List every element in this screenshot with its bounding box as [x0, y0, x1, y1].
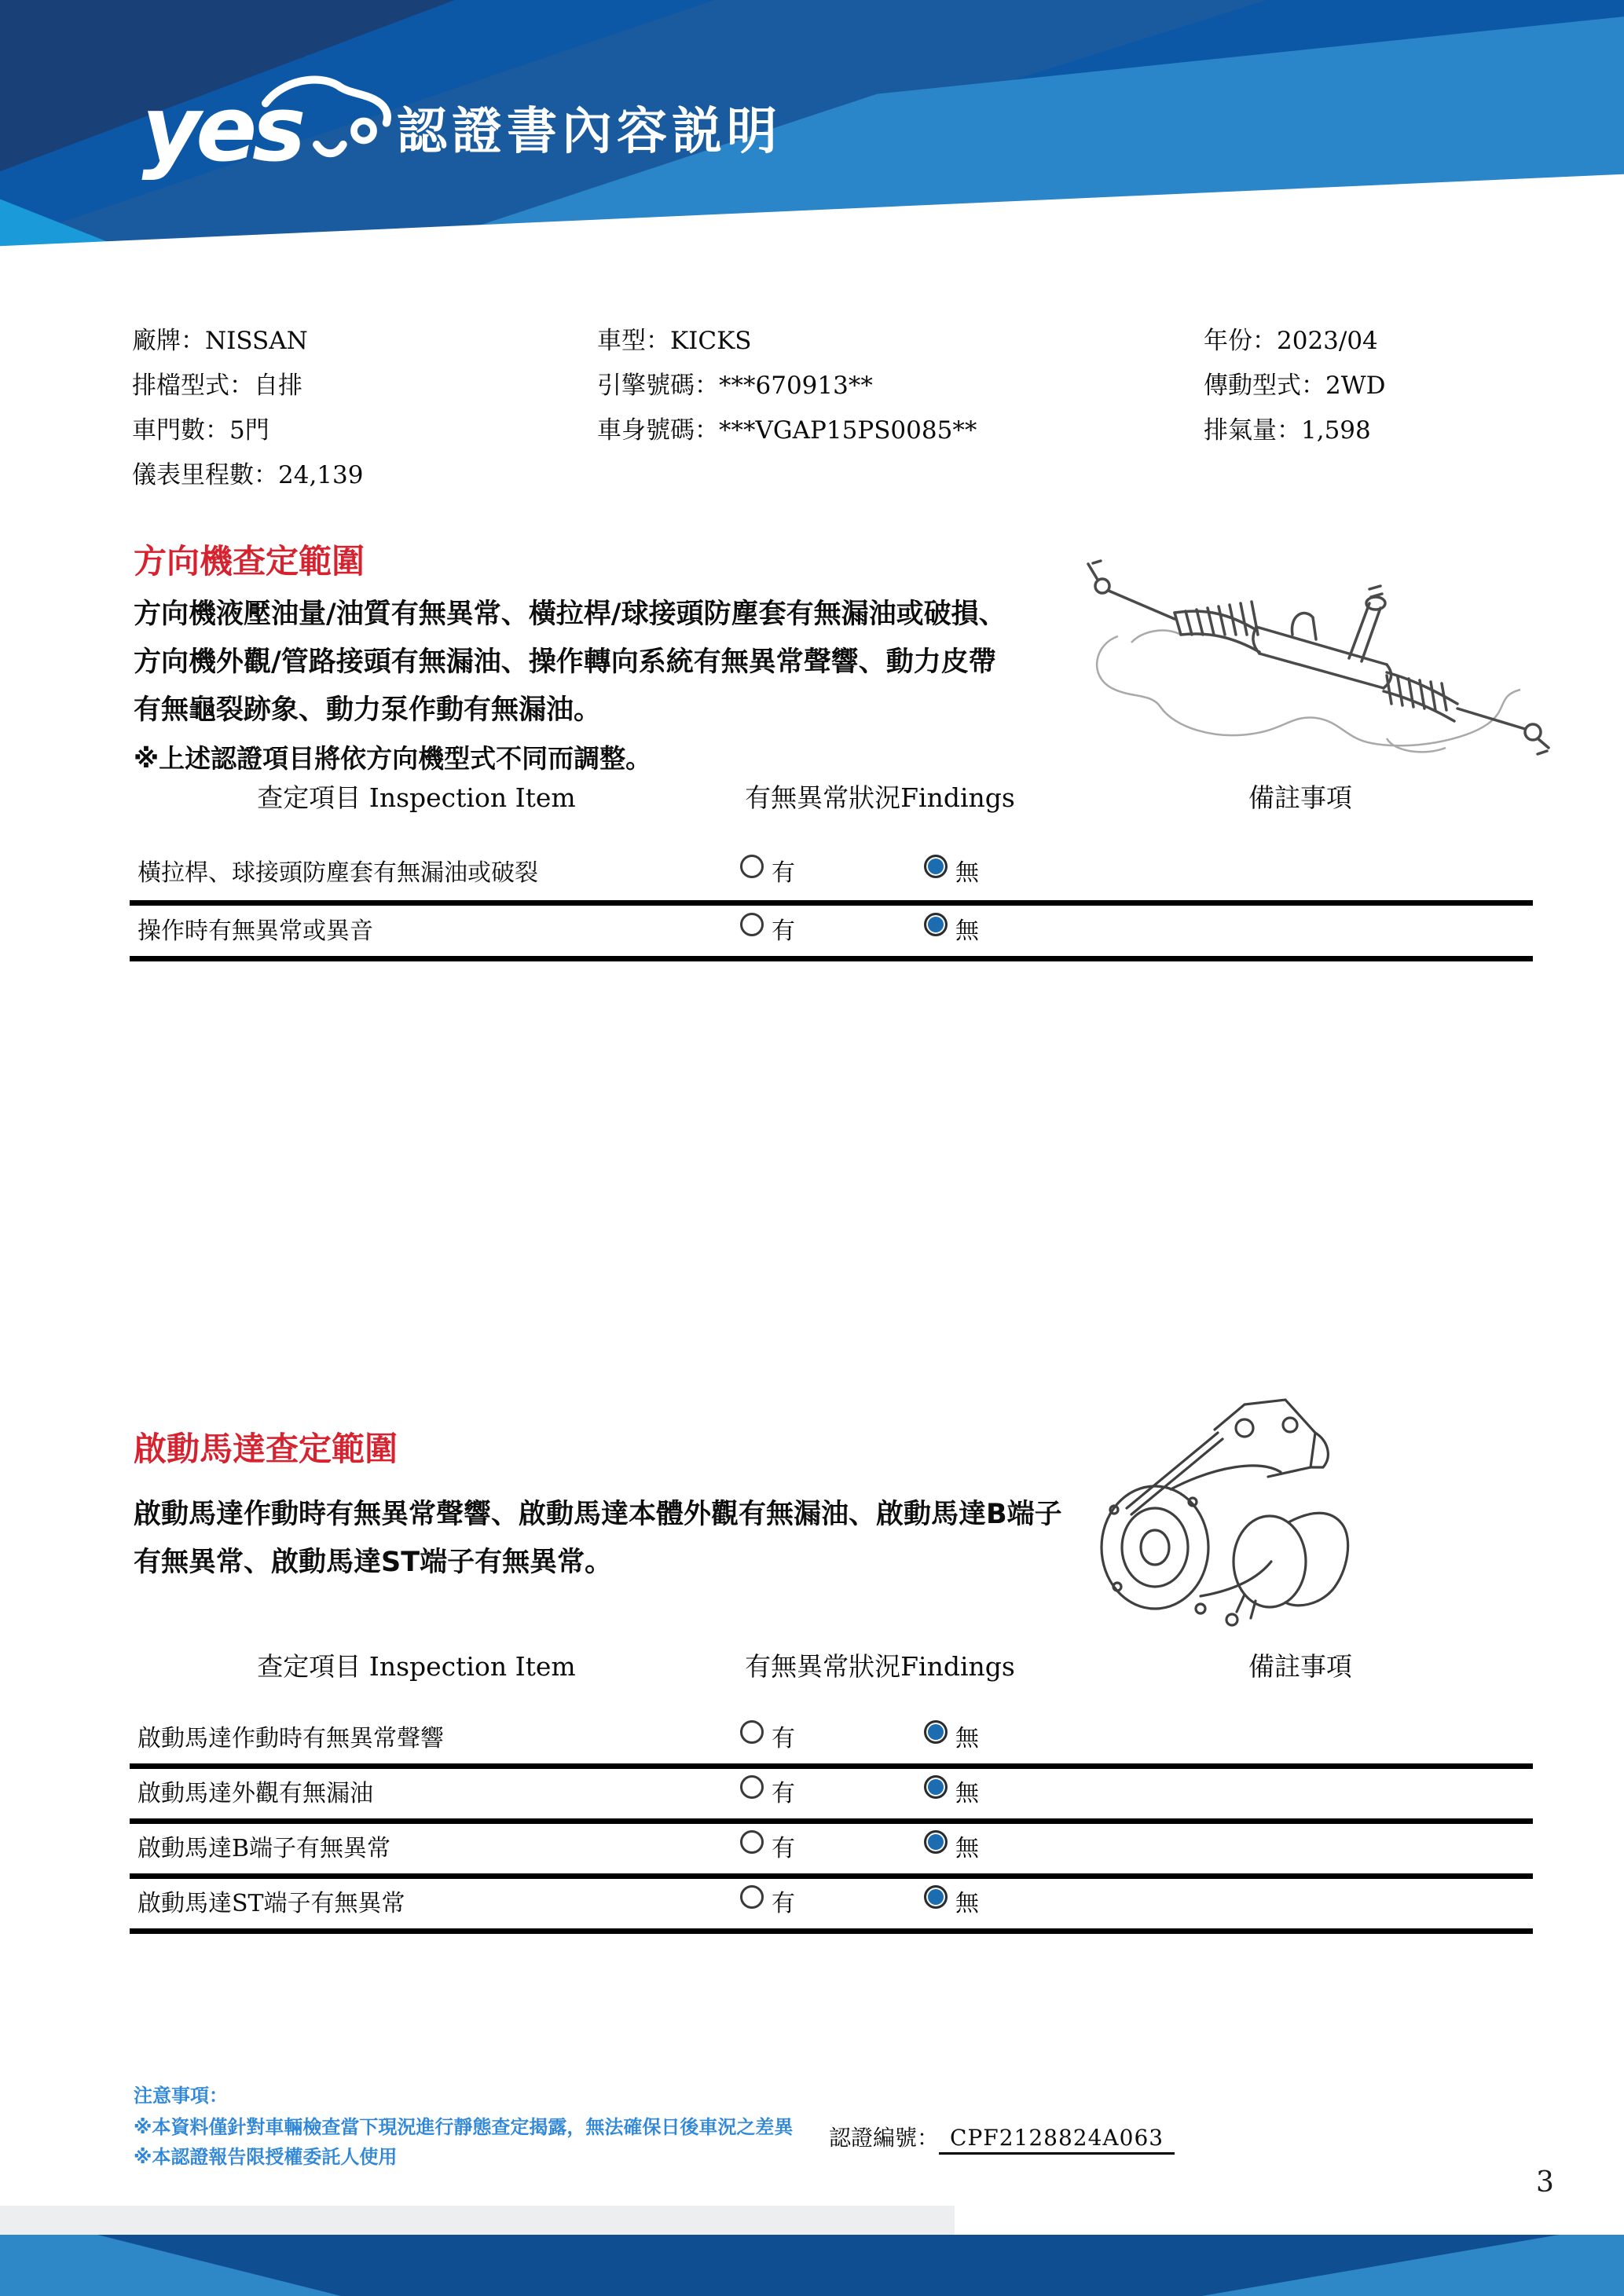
- page-header: [0, 0, 1624, 276]
- bottom-bar-dark-band: [0, 2235, 1624, 2296]
- row-divider: [130, 1818, 1533, 1824]
- info-model: 車型：KICKS: [597, 327, 752, 355]
- steering-rack-illustration: [1057, 542, 1583, 762]
- section-title-starter: 啟動馬達查定範圍: [134, 1430, 398, 1468]
- t1-row1-label-no: 無: [955, 859, 979, 887]
- info-engine-no: 引擎號碼：***670913**: [597, 372, 873, 400]
- t1-header-remarks: 備註事項: [1248, 782, 1352, 813]
- t2-row2-radio-yes[interactable]: [740, 1775, 764, 1799]
- info-drivetrain: 傳動型式：2WD: [1204, 372, 1386, 400]
- t2-row1-item: 啟動馬達作動時有無異常聲響: [137, 1725, 444, 1752]
- info-vin: 車身號碼：***VGAP15PS0085**: [597, 416, 977, 445]
- starter-motor-illustration: [1083, 1384, 1358, 1635]
- row-divider: [130, 1763, 1533, 1769]
- info-year: 年份：2023/04: [1204, 327, 1378, 355]
- t2-header-findings: 有無異常狀況Findings: [745, 1651, 1015, 1682]
- page-number: 3: [1536, 2166, 1554, 2199]
- t2-row3-label-no: 無: [955, 1835, 979, 1862]
- info-transmission: 排檔型式：自排: [132, 372, 302, 400]
- t2-row2-label-yes: 有: [772, 1780, 795, 1807]
- row-divider: [130, 900, 1533, 906]
- certificate-number-label: 認證編號：: [829, 2125, 940, 2151]
- starter-description: [134, 1491, 1062, 1587]
- t1-row2-radio-no[interactable]: [924, 913, 948, 936]
- t1-row2-item: 操作時有無異常或異音: [137, 917, 373, 945]
- t1-row1-label-yes: 有: [772, 859, 795, 887]
- t2-header-item: 查定項目 Inspection Item: [257, 1651, 576, 1682]
- t2-row3-radio-no[interactable]: [924, 1830, 948, 1854]
- info-brand: 廠牌：NISSAN: [132, 327, 308, 355]
- t2-row3-radio-yes[interactable]: [740, 1830, 764, 1854]
- t1-header-findings: 有無異常狀況Findings: [745, 782, 1015, 813]
- info-mileage: 儀表里程數：24,139: [132, 461, 364, 489]
- section-title-steering: 方向機查定範圍: [134, 542, 365, 580]
- steering-desc-line: 方向機液壓油量/油質有無異常、橫拉桿/球接頭防塵套有無漏油或破損、: [134, 599, 1006, 630]
- t1-row1-radio-no[interactable]: [924, 855, 948, 878]
- t2-row2-item: 啟動馬達外觀有無漏油: [137, 1780, 373, 1807]
- t1-row2-radio-yes[interactable]: [740, 913, 764, 936]
- starter-desc-line: 有無異常、啟動馬達ST端子有無異常。: [134, 1547, 613, 1578]
- t2-row2-radio-no[interactable]: [924, 1775, 948, 1799]
- notice-line-1: ※本資料僅針對車輛檢查當下現況進行靜態查定揭露，無法確保日後車況之差異: [134, 2116, 794, 2138]
- notice-line-2: ※本認證報告限授權委託人使用: [134, 2146, 398, 2168]
- info-doors: 車門數：5門: [132, 416, 269, 445]
- t2-row3-item: 啟動馬達B端子有無異常: [137, 1835, 391, 1862]
- certificate-number-value: CPF2128824A063: [939, 2125, 1175, 2155]
- bottom-bar: [0, 2235, 1624, 2296]
- t2-row1-radio-no[interactable]: [924, 1720, 948, 1744]
- info-displacement: 排氣量：1,598: [1204, 416, 1371, 445]
- footer-gray-strip: [0, 2206, 955, 2235]
- row-divider: [130, 1928, 1533, 1934]
- t2-row4-radio-no[interactable]: [924, 1885, 948, 1909]
- t1-row1-item: 橫拉桿、球接頭防塵套有無漏油或破裂: [137, 859, 538, 887]
- yes-logo-text: yes: [141, 77, 302, 182]
- page-title: 認證書內容説明: [397, 103, 782, 161]
- t2-row4-label-no: 無: [955, 1890, 979, 1917]
- row-divider: [130, 956, 1533, 961]
- certificate-number-row: [829, 2121, 1175, 2152]
- t1-row2-label-yes: 有: [772, 917, 795, 945]
- yes-logo: [140, 66, 399, 184]
- t2-row3-label-yes: 有: [772, 1835, 795, 1862]
- steering-description: [134, 591, 1006, 782]
- t2-row4-item: 啟動馬達ST端子有無異常: [137, 1890, 405, 1917]
- starter-desc-line: 啟動馬達作動時有無異常聲響、啟動馬達本體外觀有無漏油、啟動馬達B端子: [134, 1499, 1062, 1530]
- t2-row1-label-yes: 有: [772, 1725, 795, 1752]
- t2-row1-label-no: 無: [955, 1725, 979, 1752]
- t2-row1-radio-yes[interactable]: [740, 1720, 764, 1744]
- t2-row4-label-yes: 有: [772, 1890, 795, 1917]
- t2-row4-radio-yes[interactable]: [740, 1885, 764, 1909]
- steering-note: ※上述認證項目將依方向機型式不同而調整。: [134, 743, 652, 774]
- t1-row1-radio-yes[interactable]: [740, 855, 764, 878]
- notice-title: 注意事項：: [134, 2085, 228, 2107]
- steering-desc-line: 方向機外觀/管路接頭有無漏油、操作轉向系統有無異常聲響、動力皮帶: [134, 646, 996, 678]
- steering-desc-line: 有無龜裂跡象、動力泵作動有無漏油。: [134, 694, 602, 726]
- t2-row2-label-no: 無: [955, 1780, 979, 1807]
- row-divider: [130, 1873, 1533, 1879]
- t1-row2-label-no: 無: [955, 917, 979, 945]
- t1-header-item: 查定項目 Inspection Item: [257, 782, 576, 813]
- t2-header-remarks: 備註事項: [1248, 1651, 1352, 1682]
